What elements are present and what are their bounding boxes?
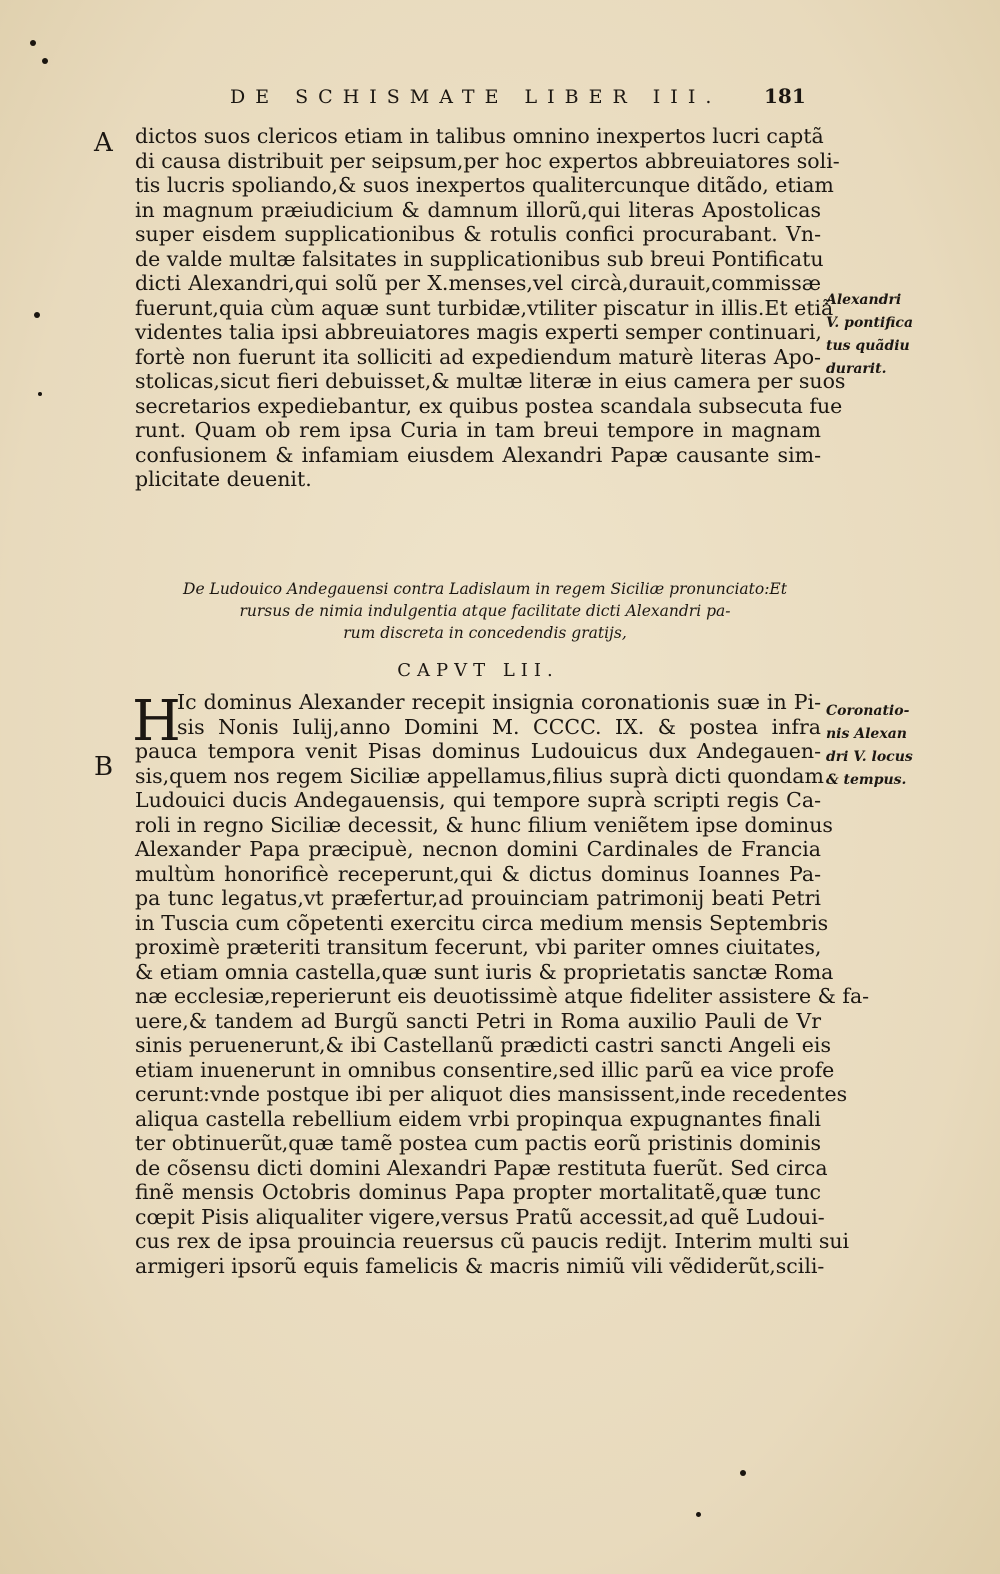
text-line: sis,quem nos regem Siciliæ appellamus,filius suprà dicti quondam (135, 763, 824, 788)
chapter-summary-line: rum discreta in concedendis gratijs, (343, 624, 627, 642)
margin-note-line: nis Alexan (826, 726, 907, 742)
text-line: confusionem & infamiam eiusdem Alexandri Papæ causante sim- (135, 442, 821, 467)
text-line: Alexander Papa præcipuè, necnon domini Cardinales de Francia (135, 837, 821, 861)
text-line: sis Nonis Iulij,anno Domini M. CCCC. IX. & postea infra (177, 714, 821, 739)
text-line: runt. Quam ob rem ipsa Curia in tam breui tempore in magnam (135, 418, 821, 442)
text-line: stolicas,sicut fieri debuisset,& multæ literæ in eius camera per suos (135, 369, 846, 393)
text-line: finẽ mensis Octobris dominus Papa propter mortalitatẽ,quæ tunc (135, 1180, 821, 1204)
chapter-summary (170, 578, 800, 644)
ink-speck (696, 1512, 701, 1517)
text-line: næ ecclesiæ,reperierunt eis deuotissimè atque fideliter assistere & fa- (135, 984, 870, 1008)
top-paragraph (135, 124, 846, 492)
ink-speck (740, 1470, 746, 1476)
text-line: dictos suos clericos etiam in talibus omnino inexpertos lucri captã (135, 124, 824, 148)
text-line: ter obtinuerũt,quæ tamẽ postea cum pactis eorũ pristinis dominis (135, 1131, 821, 1155)
text-line: tis lucris spoliando,& suos inexpertos qualitercunque ditãdo, etiam (135, 173, 834, 197)
text-line: de cõsensu dicti domini Alexandri Papæ restituta fuerũt. Sed circa (135, 1155, 828, 1180)
text-line: Ludouici ducis Andegauensis, qui tempore suprà scripti regis Ca- (135, 788, 821, 812)
text-line: sinis peruenerunt,& ibi Castellanũ prædicti castri sancti Angeli eis (135, 1033, 831, 1057)
ink-speck (30, 40, 36, 46)
text-line: di causa distribuit per seipsum,per hoc expertos abbreuiatores soli- (135, 148, 840, 173)
text-line: & etiam omnia castella,quæ sunt iuris & proprietatis sanctæ Roma (135, 959, 834, 984)
text-line: roli in regno Siciliæ decessit, & hunc filium veniẽtem ipse dominus (135, 812, 833, 837)
margin-note-alexandri (826, 289, 936, 381)
text-line: cœpit Pisis aliqualiter vigere,versus Pratũ accessit,ad quẽ Ludoui- (135, 1204, 825, 1229)
text-line: pa tunc legatus,vt præfertur,ad prouinciam patrimonij beati Petri (135, 886, 821, 910)
text-line: videntes talia ipsi abbreuiatores magis experti semper continuari, (135, 320, 822, 344)
text-line: super eisdem supplicationibus & rotulis confici procurabant. Vn- (135, 222, 821, 246)
text-line: de valde multæ falsitates in supplicationibus sub breui Pontificatu (135, 246, 824, 271)
page-number: 181 (764, 84, 806, 108)
margin-note-line: & tempus. (826, 772, 907, 788)
text-line: multùm honorificè receperunt,qui & dictus dominus Ioannes Pa- (135, 861, 821, 886)
margin-note-line: durarit. (826, 361, 887, 377)
running-head: DE SCHISMATE LIBER III. (230, 86, 722, 108)
margin-note-line: Coronatio- (826, 703, 910, 719)
text-line: in Tuscia cum cõpetenti exercitu circa medium mensis Septembris (135, 910, 829, 935)
margin-note-line: V. pontifica (826, 315, 914, 331)
margin-note-line: dri V. locus (826, 749, 913, 765)
chapter-number: CAPVT LII. (397, 660, 559, 681)
text-line: proximè præteriti transitum fecerunt, vbi pariter omnes ciuitates, (135, 935, 822, 959)
text-line: uere,& tandem ad Burgũ sancti Petri in Roma auxilio Pauli de Vr (135, 1008, 821, 1033)
drop-cap: H (132, 689, 181, 754)
margin-note-coronationis (826, 700, 936, 792)
text-line: cerunt:vnde postque ibi per aliquot dies mansissent,inde recedentes (135, 1082, 848, 1106)
text-line: pauca tempora venit Pisas dominus Ludouicus dux Andegauen- (135, 739, 821, 763)
section-marker-a: A (94, 128, 113, 158)
text-line: plicitate deuenit. (135, 467, 312, 491)
ink-speck (42, 58, 48, 64)
margin-note-line: tus quãdiu (826, 338, 910, 354)
text-line: dicti Alexandri,qui solũ per X.menses,vel circà,durauit,commissæ (135, 271, 821, 295)
ink-speck (38, 392, 42, 396)
text-line: in magnum præiudicium & damnum illorũ,qui literas Apostolicas (135, 197, 821, 222)
text-line: Ic dominus Alexander recepit insignia coronationis suæ in Pi- (177, 690, 821, 714)
chapter-summary-line: rursus de nimia indulgentia atque facilitate dicti Alexandri pa- (239, 602, 731, 620)
text-line: fuerunt,quia cùm aquæ sunt turbidæ,vtiliter piscatur in illis.Et etiã (135, 295, 834, 320)
text-line: secretarios expediebantur, ex quibus postea scandala subsecuta fue (135, 393, 843, 418)
text-line: fortè non fuerunt ita solliciti ad expediendum maturè literas Apo- (135, 344, 821, 369)
text-line: cus rex de ipsa prouincia reuersus cũ paucis redijt. Interim multi sui (135, 1229, 850, 1253)
text-line: armigeri ipsorũ equis famelicis & macris nimiũ vili vẽdiderũt,scili- (135, 1253, 825, 1278)
section-marker-b: B (94, 752, 114, 782)
ink-speck (34, 312, 40, 318)
margin-note-line: Alexandri (826, 292, 902, 308)
text-line: aliqua castella rebellium eidem vrbi propinqua expugnantes finali (135, 1106, 821, 1131)
text-line: etiam inuenerunt in omnibus consentire,sed illic parũ ea vice profe (135, 1057, 835, 1082)
chapter-summary-line: De Ludouico Andegauensi contra Ladislaum in regem Siciliæ pronunciato:Et (183, 580, 787, 598)
